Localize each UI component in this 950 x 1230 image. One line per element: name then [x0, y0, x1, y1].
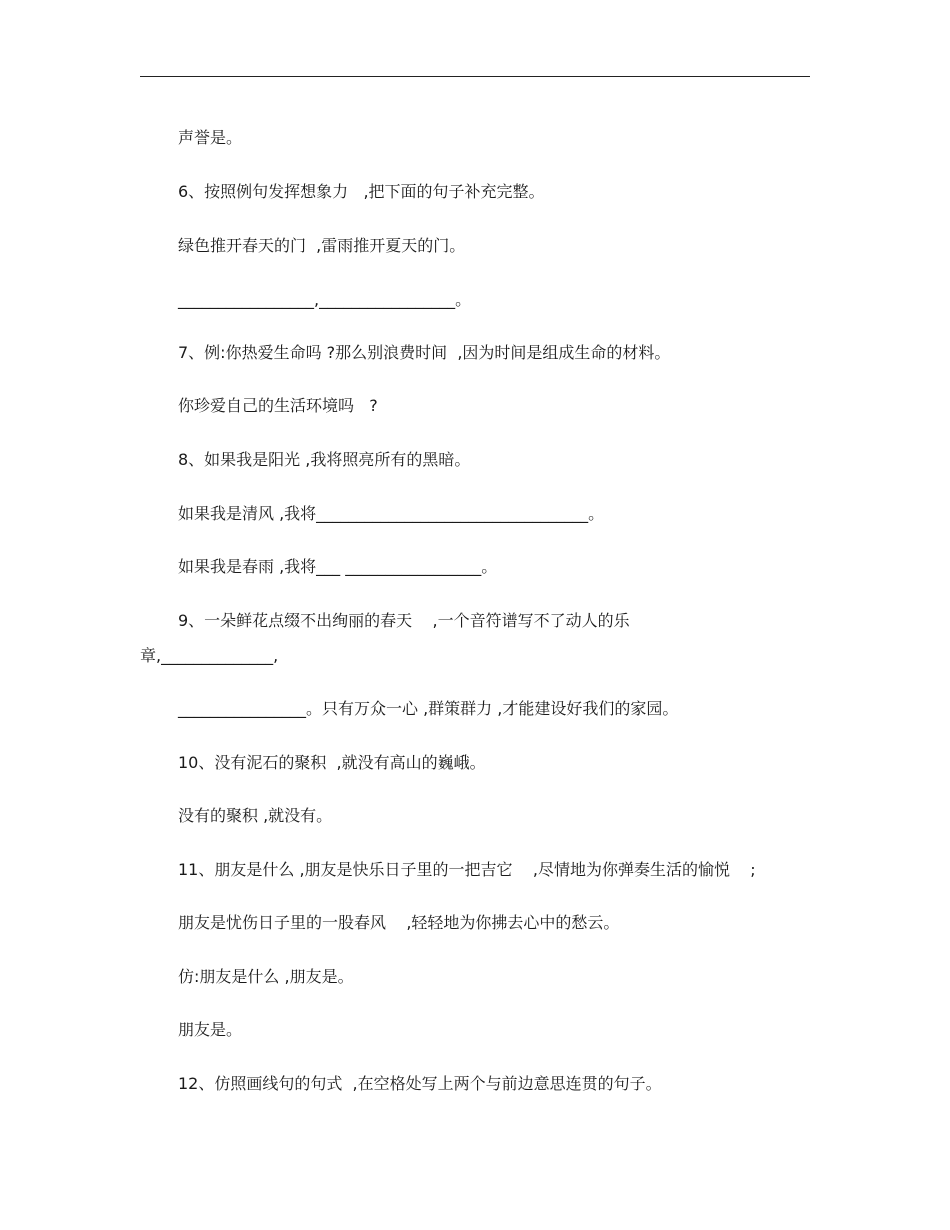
answer-blank: 章,______________,	[140, 646, 279, 665]
header-rule	[140, 76, 810, 77]
text-line: 你珍爱自己的生活环境吗 ?	[178, 396, 378, 415]
answer-blank: 如果我是清风 ,我将__________________________________。	[178, 504, 605, 523]
text-line: 朋友是忧伤日子里的一股春风 ,轻轻地为你拂去心中的愁云。	[178, 913, 620, 932]
question-11: 11、朋友是什么 ,朋友是快乐日子里的一把吉它 ,尽情地为你弹奏生活的愉悦 ;	[178, 860, 756, 879]
text-line: 绿色推开春天的门 ,雷雨推开夏天的门。	[178, 236, 466, 255]
question-12: 12、仿照画线句的句式 ,在空格处写上两个与前边意思连贯的句子。	[178, 1074, 662, 1093]
answer-blank: _________________,_________________。	[178, 290, 472, 309]
answer-blank: 如果我是春雨 ,我将___ _________________。	[178, 557, 498, 576]
question-9: 9、一朵鲜花点缀不出绚丽的春天 ,一个音符谱写不了动人的乐	[178, 611, 630, 630]
text-line: 声誉是。	[178, 128, 243, 147]
text-line: 仿:朋友是什么 ,朋友是。	[178, 967, 354, 986]
question-6: 6、按照例句发挥想象力 ,把下面的句子补充完整。	[178, 182, 545, 201]
text-line: 朋友是。	[178, 1020, 243, 1039]
text-line: ________________。只有万众一心 ,群策群力 ,才能建设好我们的家园。	[178, 699, 679, 718]
question-10: 10、没有泥石的聚积 ,就没有高山的巍峨。	[178, 753, 486, 772]
question-7: 7、例:你热爱生命吗 ?那么别浪费时间 ,因为时间是组成生命的材料。	[178, 343, 671, 362]
question-8: 8、如果我是阳光 ,我将照亮所有的黑暗。	[178, 450, 471, 469]
text-line: 没有的聚积 ,就没有。	[178, 806, 333, 825]
